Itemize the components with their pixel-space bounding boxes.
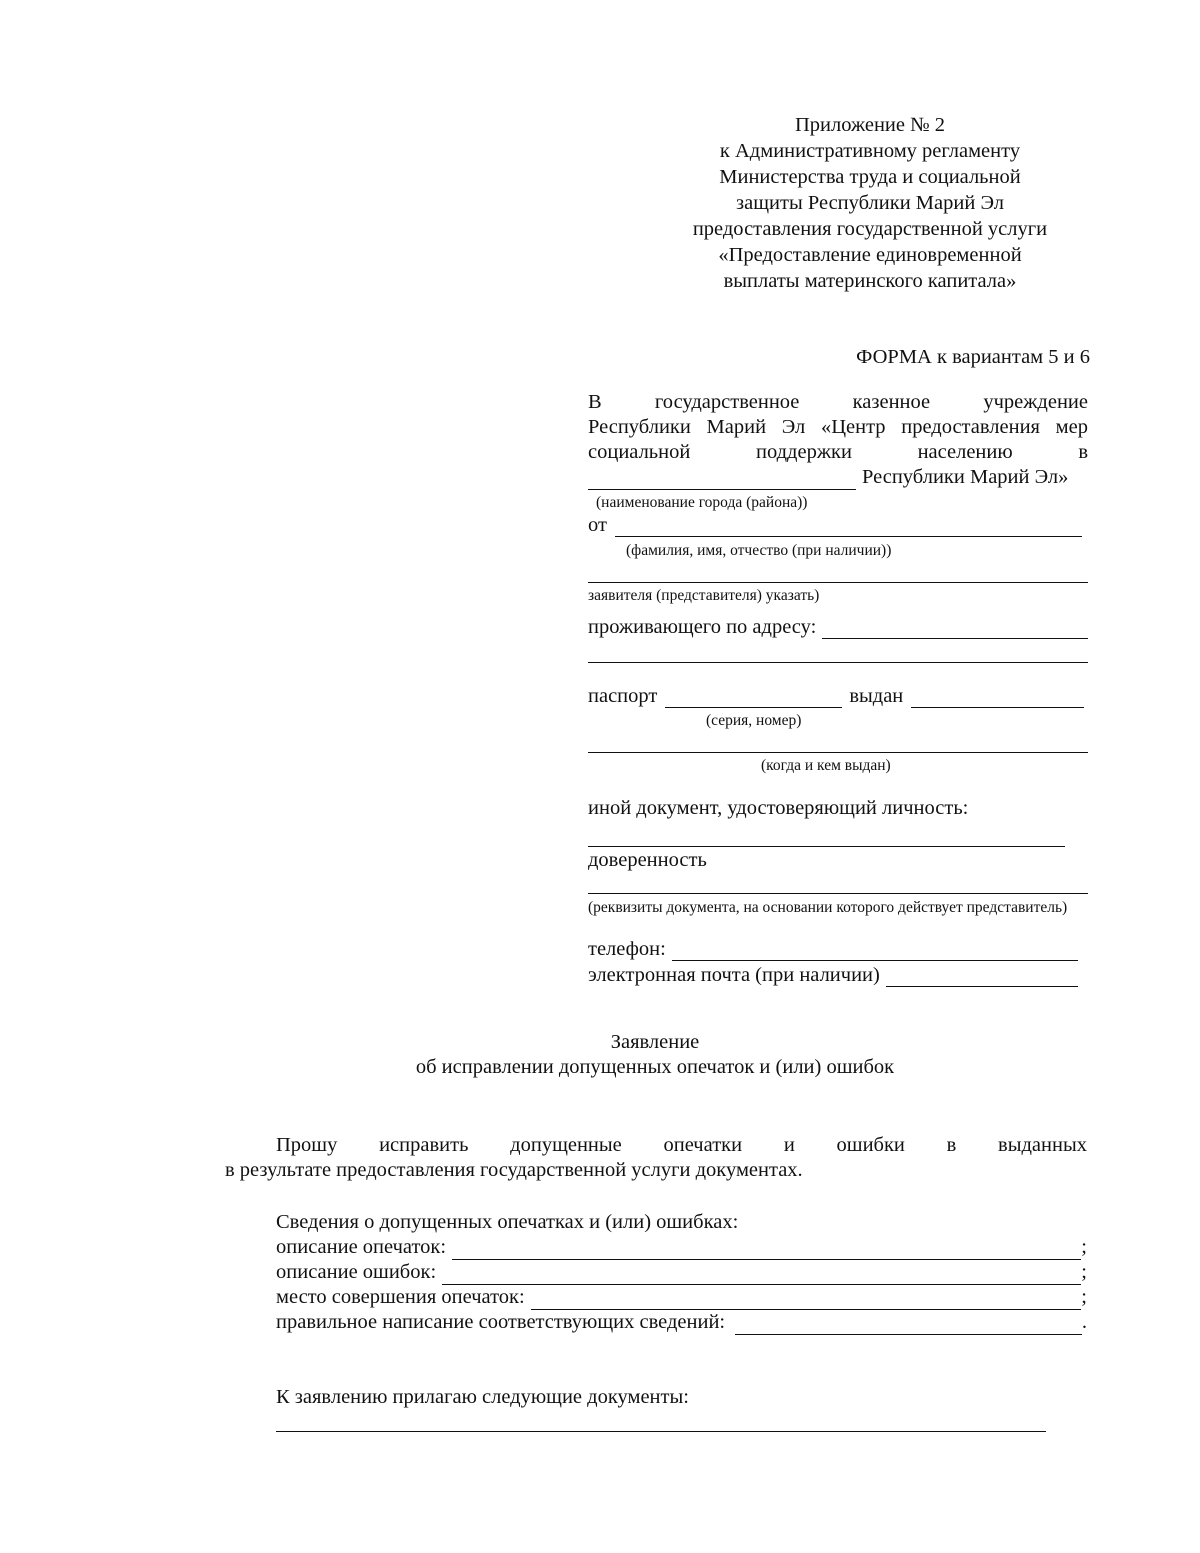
from-label: от: [588, 514, 607, 536]
fio-field[interactable]: [615, 517, 1082, 537]
attach-field[interactable]: [276, 1412, 1046, 1432]
issued-by-field[interactable]: [588, 733, 1088, 753]
request-line: в результате предоставления государственной услуги документах.: [225, 1159, 803, 1181]
passport-number-field[interactable]: [665, 688, 842, 708]
appendix-line: защиты Республики Марий Эл: [736, 192, 1004, 214]
issued-label: выдан: [849, 685, 904, 707]
statement-title: Заявление: [610, 1031, 700, 1053]
info-block: [225, 1210, 1087, 1335]
fio-caption: (фамилия, имя, отчество (при наличии)): [626, 542, 892, 559]
typos-label: описание опечаток:: [276, 1236, 447, 1258]
typos-field[interactable]: [452, 1240, 1081, 1260]
city-row: [588, 465, 1088, 490]
addressee-block: [588, 390, 1088, 490]
address-field[interactable]: [822, 619, 1088, 639]
place-label: место совершения опечаток:: [276, 1286, 525, 1308]
addressee-line: В государственное казенное учреждение: [588, 391, 1088, 413]
phone-field[interactable]: [672, 941, 1078, 961]
appendix-line: Министерства труда и социальной: [719, 166, 1021, 188]
appendix-line: выплаты материнского капитала»: [723, 270, 1017, 292]
typos-row: [225, 1235, 1087, 1260]
addressee-line: социальной поддержки населению в: [588, 441, 1088, 463]
passport-issued-field[interactable]: [911, 688, 1084, 708]
email-label: электронная почта (при наличии): [588, 964, 880, 986]
place-semicolon: ;: [1081, 1286, 1087, 1308]
appendix-line: к Административному регламенту: [719, 140, 1021, 162]
appendix-header: [620, 112, 1120, 294]
city-caption: (наименование города (района)): [596, 494, 808, 511]
place-row: [225, 1285, 1087, 1310]
applicant-caption: заявителя (представителя) указать): [588, 587, 820, 604]
addressee-line: Республики Марий Эл «Центр предоставления мер: [588, 416, 1088, 438]
errors-row: [225, 1260, 1087, 1285]
correct-row: [225, 1310, 1087, 1335]
correct-field[interactable]: [735, 1315, 1082, 1335]
errors-semicolon: ;: [1081, 1261, 1087, 1283]
request-line: Прошу исправить допущенные опечатки и ошибки в выданных: [276, 1134, 1087, 1156]
appendix-line: Приложение № 2: [794, 114, 946, 136]
appendix-line: предоставления государственной услуги: [692, 218, 1048, 240]
addressee-line: Республики Марий Эл»: [862, 466, 1069, 488]
email-row: [588, 964, 1078, 987]
phone-label: телефон:: [588, 938, 666, 960]
request-paragraph: [225, 1133, 1087, 1183]
statement-subtitle: об исправлении допущенных опечаток и (или) ошибок: [415, 1056, 895, 1078]
address-row: [588, 616, 1088, 639]
email-field[interactable]: [886, 967, 1078, 987]
poa-caption: (реквизиты документа, на основании которого действует представитель): [588, 899, 1068, 916]
city-field[interactable]: [588, 470, 856, 490]
errors-label: описание ошибок:: [276, 1261, 437, 1283]
correct-period: .: [1081, 1311, 1087, 1333]
correct-label: правильное написание соответствующих сведений:: [276, 1311, 726, 1333]
address-label: проживающего по адресу:: [588, 616, 817, 638]
typos-semicolon: ;: [1081, 1236, 1087, 1258]
attach-label: К заявлению прилагаю следующие документы:: [276, 1386, 689, 1408]
errors-field[interactable]: [442, 1265, 1081, 1285]
other-doc-label: иной документ, удостоверяющий личность:: [588, 797, 969, 819]
from-row: [588, 514, 1082, 537]
passport-row: [588, 685, 1084, 708]
issued-caption: (когда и кем выдан): [761, 757, 891, 774]
appendix-line: «Предоставление единовременной: [718, 244, 1022, 266]
series-caption: (серия, номер): [706, 712, 802, 729]
info-header: Сведения о допущенных опечатках и (или) ошибках:: [276, 1211, 739, 1233]
phone-row: [588, 938, 1078, 961]
passport-label: паспорт: [588, 685, 658, 707]
other-doc-field[interactable]: [588, 827, 1065, 847]
poa-field[interactable]: [588, 874, 1088, 894]
place-field[interactable]: [531, 1290, 1082, 1310]
form-label: ФОРМА к вариантам 5 и 6: [856, 346, 1090, 368]
poa-label: доверенность: [588, 849, 707, 871]
applicant-field[interactable]: [588, 563, 1088, 583]
address-field-2[interactable]: [588, 643, 1088, 663]
